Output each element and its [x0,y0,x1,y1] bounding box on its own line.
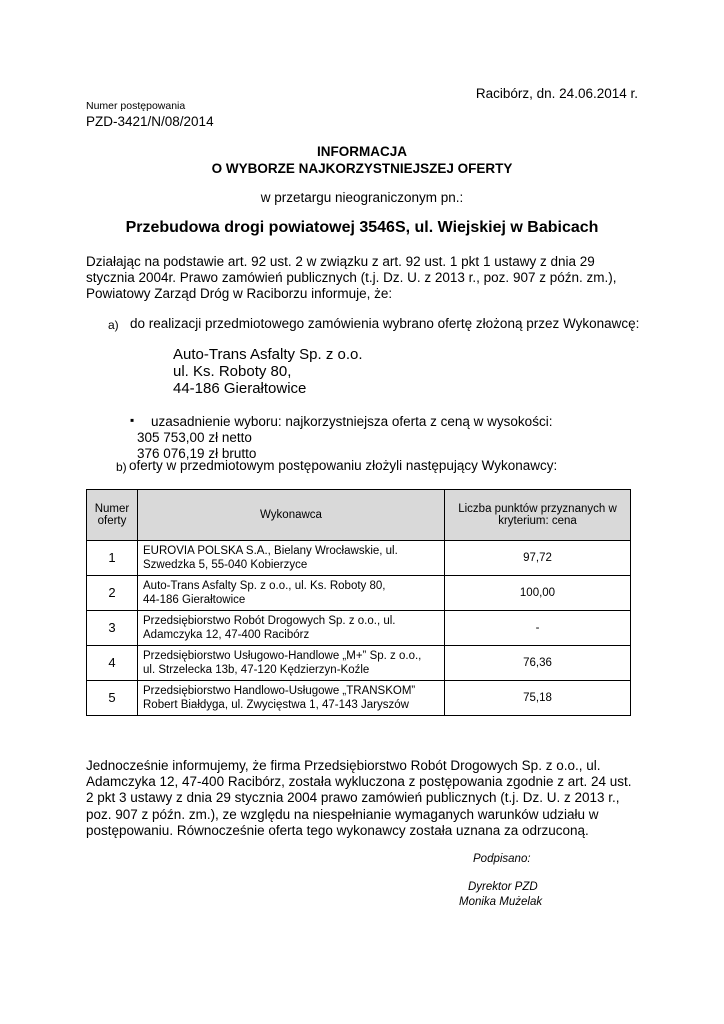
table-row [87,611,631,646]
winner-line: ul. Ks. Roboty 80, [173,363,292,380]
contractor-line: Auto-Trans Asfalty Sp. z o.o., ul. Ks. Roboty 80, [143,580,386,592]
contractor-line: Przedsiębiorstwo Handlowo-Usługowe „TRANSKOM” [143,685,416,697]
closing-line: Jednocześnie informujemy, że firma Przedsiębiorstwo Robót Drogowych Sp. z o.o., ul. [86,758,601,773]
tender-type: w przetargu nieograniczonym pn.: [260,190,464,205]
gross-price: 376 076,19 zł brutto [137,446,257,461]
points: 100,00 [445,576,631,611]
item-a-text: do realizacji przedmiotowego zamówienia wybrano ofertę złożoną przez Wykonawcę: [130,316,640,331]
justification [137,414,552,462]
table-row [87,576,631,611]
intro-paragraph [86,254,638,302]
intro-line: stycznia 2004r. Prawo zamówień publicznych (t.j. Dz. U. z 2013 r., poz. 907 z późn. zm.), [86,270,617,285]
place-date: Racibórz, dn. 24.06.2014 r. [475,86,638,101]
document-heading [86,143,638,177]
heading-line-2: O WYBORZE NAJKORZYSTNIEJSZEJ OFERTY [211,161,513,176]
signed-label: Podpisano: [473,853,531,865]
contractor [138,541,445,576]
tender-title: Przebudowa drogi powiatowej 3546S, ul. Wiejskiej w Babicach [125,219,599,236]
winner-line: 44-186 Gierałtowice [173,380,307,397]
closing-line: postępowaniu. Równocześnie oferta tego wykonawcy została uznana za odrzuconą. [86,822,589,838]
signatory-name: Monika Mużelak [459,896,543,908]
item-b-marker: b) [116,460,127,474]
points: - [445,611,631,646]
points: 97,72 [445,541,631,576]
offer-number: 2 [87,576,138,611]
offer-number: 1 [87,541,138,576]
contractor-line: EUROVIA POLSKA S.A., Bielany Wrocławskie, ul. [143,545,398,557]
offer-number: 4 [87,646,138,681]
item-a-marker: a) [108,318,119,332]
header-contractor: Wykonawca [138,490,445,541]
contractor-line: Adamczyka 12, 47-400 Racibórz [143,629,310,641]
closing-line: poz. 907 z późn. zm.), ze względu na niespełnianie wymaganych warunków udziału w [86,806,599,822]
contractor-line: ul. Strzelecka 13b, 47-120 Kędzierzyn-Koźle [143,664,370,676]
table-row [87,541,631,576]
offer-number: 5 [87,681,138,716]
closing-line: 2 pkt 3 ustawy z dnia 29 stycznia 2004 prawo zamówień publicznych (t.j. Dz. U. z 2013 r., [86,790,620,806]
points: 75,18 [445,681,631,716]
closing-paragraph [86,758,638,839]
contractor [138,611,445,646]
offers-table [86,489,631,716]
closing-line: Adamczyka 12, 47-400 Racibórz, została wykluczona z postępowania zgodnie z art. 24 ust. [86,774,632,790]
case-number-label: Numer postępowania [86,100,186,112]
contractor-line: Robert Białdyga, ul. Zwycięstwa 1, 47-143 Jaryszów [143,699,409,711]
offer-number: 3 [87,611,138,646]
header-offer-number: Numer oferty [87,490,138,541]
justification-line: uzasadnienie wyboru: najkorzystniejsza oferta z ceną w wysokości: [151,414,553,429]
winner-address [173,346,363,397]
contractor-line: Przedsiębiorstwo Robót Drogowych Sp. z o.o., ul. [143,615,396,627]
table-row [87,646,631,681]
case-number: PZD-3421/N/08/2014 [86,114,214,129]
points: 76,36 [445,646,631,681]
intro-line: Powiatowy Zarząd Dróg w Raciborzu informuje, że: [86,286,393,301]
contractor-line: 44-186 Gierałtowice [143,594,246,606]
heading-line-1: INFORMACJA [317,144,407,159]
table-header-row [87,490,631,541]
contractor [138,646,445,681]
intro-line: Działając na podstawie art. 92 ust. 2 w związku z art. 92 ust. 1 pkt 1 ustawy z dnia 29 [86,254,595,269]
table-row [87,681,631,716]
winner-line: Auto-Trans Asfalty Sp. z o.o. [173,346,363,363]
net-price: 305 753,00 zł netto [137,430,252,445]
header-points: Liczba punktów przyznanych w kryterium: cena [445,490,631,541]
item-b-text: oferty w przedmiotowym postępowaniu złożyli następujący Wykonawcy: [129,458,558,473]
contractor-line: Szwedzka 5, 55-040 Kobierzyce [143,559,308,571]
bullet-icon: ▪ [130,413,135,427]
signatory-role: Dyrektor PZD [468,881,538,893]
contractor-line: Przedsiębiorstwo Usługowo-Handlowe „M+” Sp. z o.o., [143,650,422,662]
contractor [138,681,445,716]
contractor [138,576,445,611]
